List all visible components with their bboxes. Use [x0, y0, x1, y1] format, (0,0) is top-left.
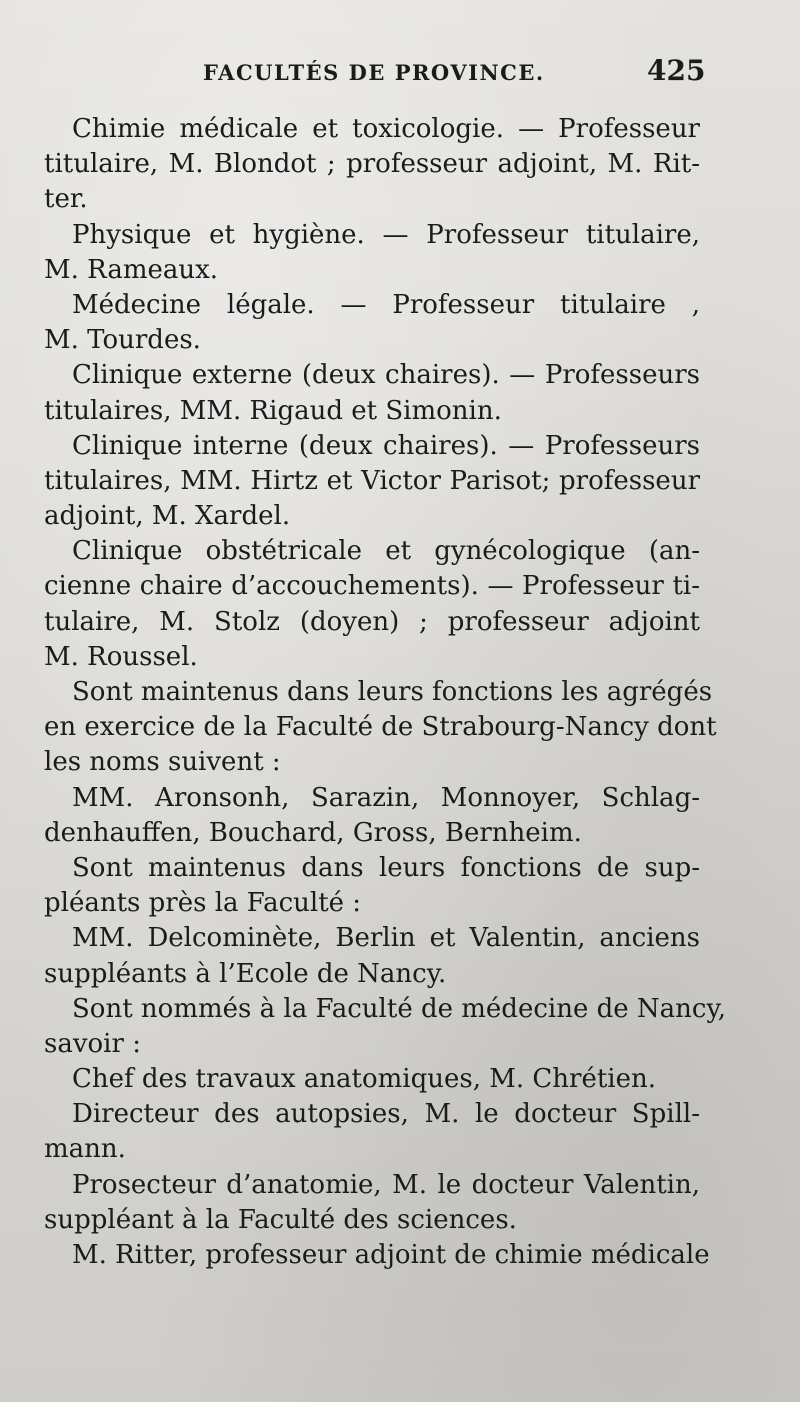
running-head	[0, 54, 800, 96]
text-line: suppléant à la Faculté des sciences.	[44, 1204, 517, 1235]
text-line: Physique et hygiène. — Professeur titulaire,	[72, 219, 700, 250]
text-line: en exercice de la Faculté de Strabourg-Nancy dont	[44, 712, 717, 743]
text-line: MM. Delcominète, Berlin et Valentin, anciens	[72, 923, 700, 954]
text-line: ter.	[44, 184, 88, 215]
text-line: Sont nommés à la Faculté de médecine de Nancy,	[72, 993, 726, 1024]
body-text	[44, 112, 726, 1273]
text-line: M. Roussel.	[44, 641, 198, 672]
text-line: Clinique obstétricale et gynécologique (an-	[72, 536, 700, 567]
text-line: M. Ritter, professeur adjoint de chimie médicale	[72, 1240, 710, 1270]
text-line: mann.	[44, 1134, 126, 1165]
text-line: Médecine légale. — Professeur titulaire ,	[72, 289, 700, 320]
text-line: denhauffen, Bouchard, Gross, Bernheim.	[44, 817, 582, 848]
text-line: titulaire, M. Blondot ; professeur adjoint, M. Rit-	[44, 149, 700, 180]
text-line: M. Rameaux.	[44, 254, 219, 285]
page-number: 425	[647, 54, 706, 87]
text-line: cienne chaire d’accouchements). — Professeur ti-	[44, 571, 700, 602]
text-line: Sont maintenus dans leurs fonctions les agrégés	[72, 677, 713, 707]
text-line: les noms suivent :	[44, 747, 281, 778]
text-line: titulaires, MM. Hirtz et Victor Parisot; professeur	[44, 465, 700, 496]
text-line: M. Tourdes.	[44, 325, 201, 356]
text-line: pléants près la Faculté :	[44, 888, 362, 919]
text-line: adjoint, M. Xardel.	[44, 501, 291, 532]
text-line: Clinique interne (deux chaires). — Professeurs	[72, 430, 700, 461]
text-line: Prosecteur d’anatomie, M. le docteur Valentin,	[72, 1169, 700, 1200]
text-line: Clinique externe (deux chaires). — Professeurs	[72, 360, 700, 391]
text-line: savoir :	[44, 1028, 141, 1059]
text-line: titulaires, MM. Rigaud et Simonin.	[44, 395, 502, 426]
text-line: Chimie médicale et toxicologie. — Professeur	[72, 114, 700, 144]
text-line: Directeur des autopsies, M. le docteur Spill-	[72, 1099, 700, 1130]
text-line: MM. Aronsonh, Sarazin, Monnoyer, Schlag-	[72, 782, 700, 813]
running-title: FACULTÉS DE PROVINCE.	[203, 60, 545, 85]
text-line: suppléants à l’Ecole de Nancy.	[44, 958, 447, 989]
text-line: Sont maintenus dans leurs fonctions de sup-	[72, 852, 700, 883]
text-line: tulaire, M. Stolz (doyen) ; professeur adjoint	[44, 606, 700, 637]
text-line: Chef des travaux anatomiques, M. Chrétien.	[72, 1064, 657, 1095]
